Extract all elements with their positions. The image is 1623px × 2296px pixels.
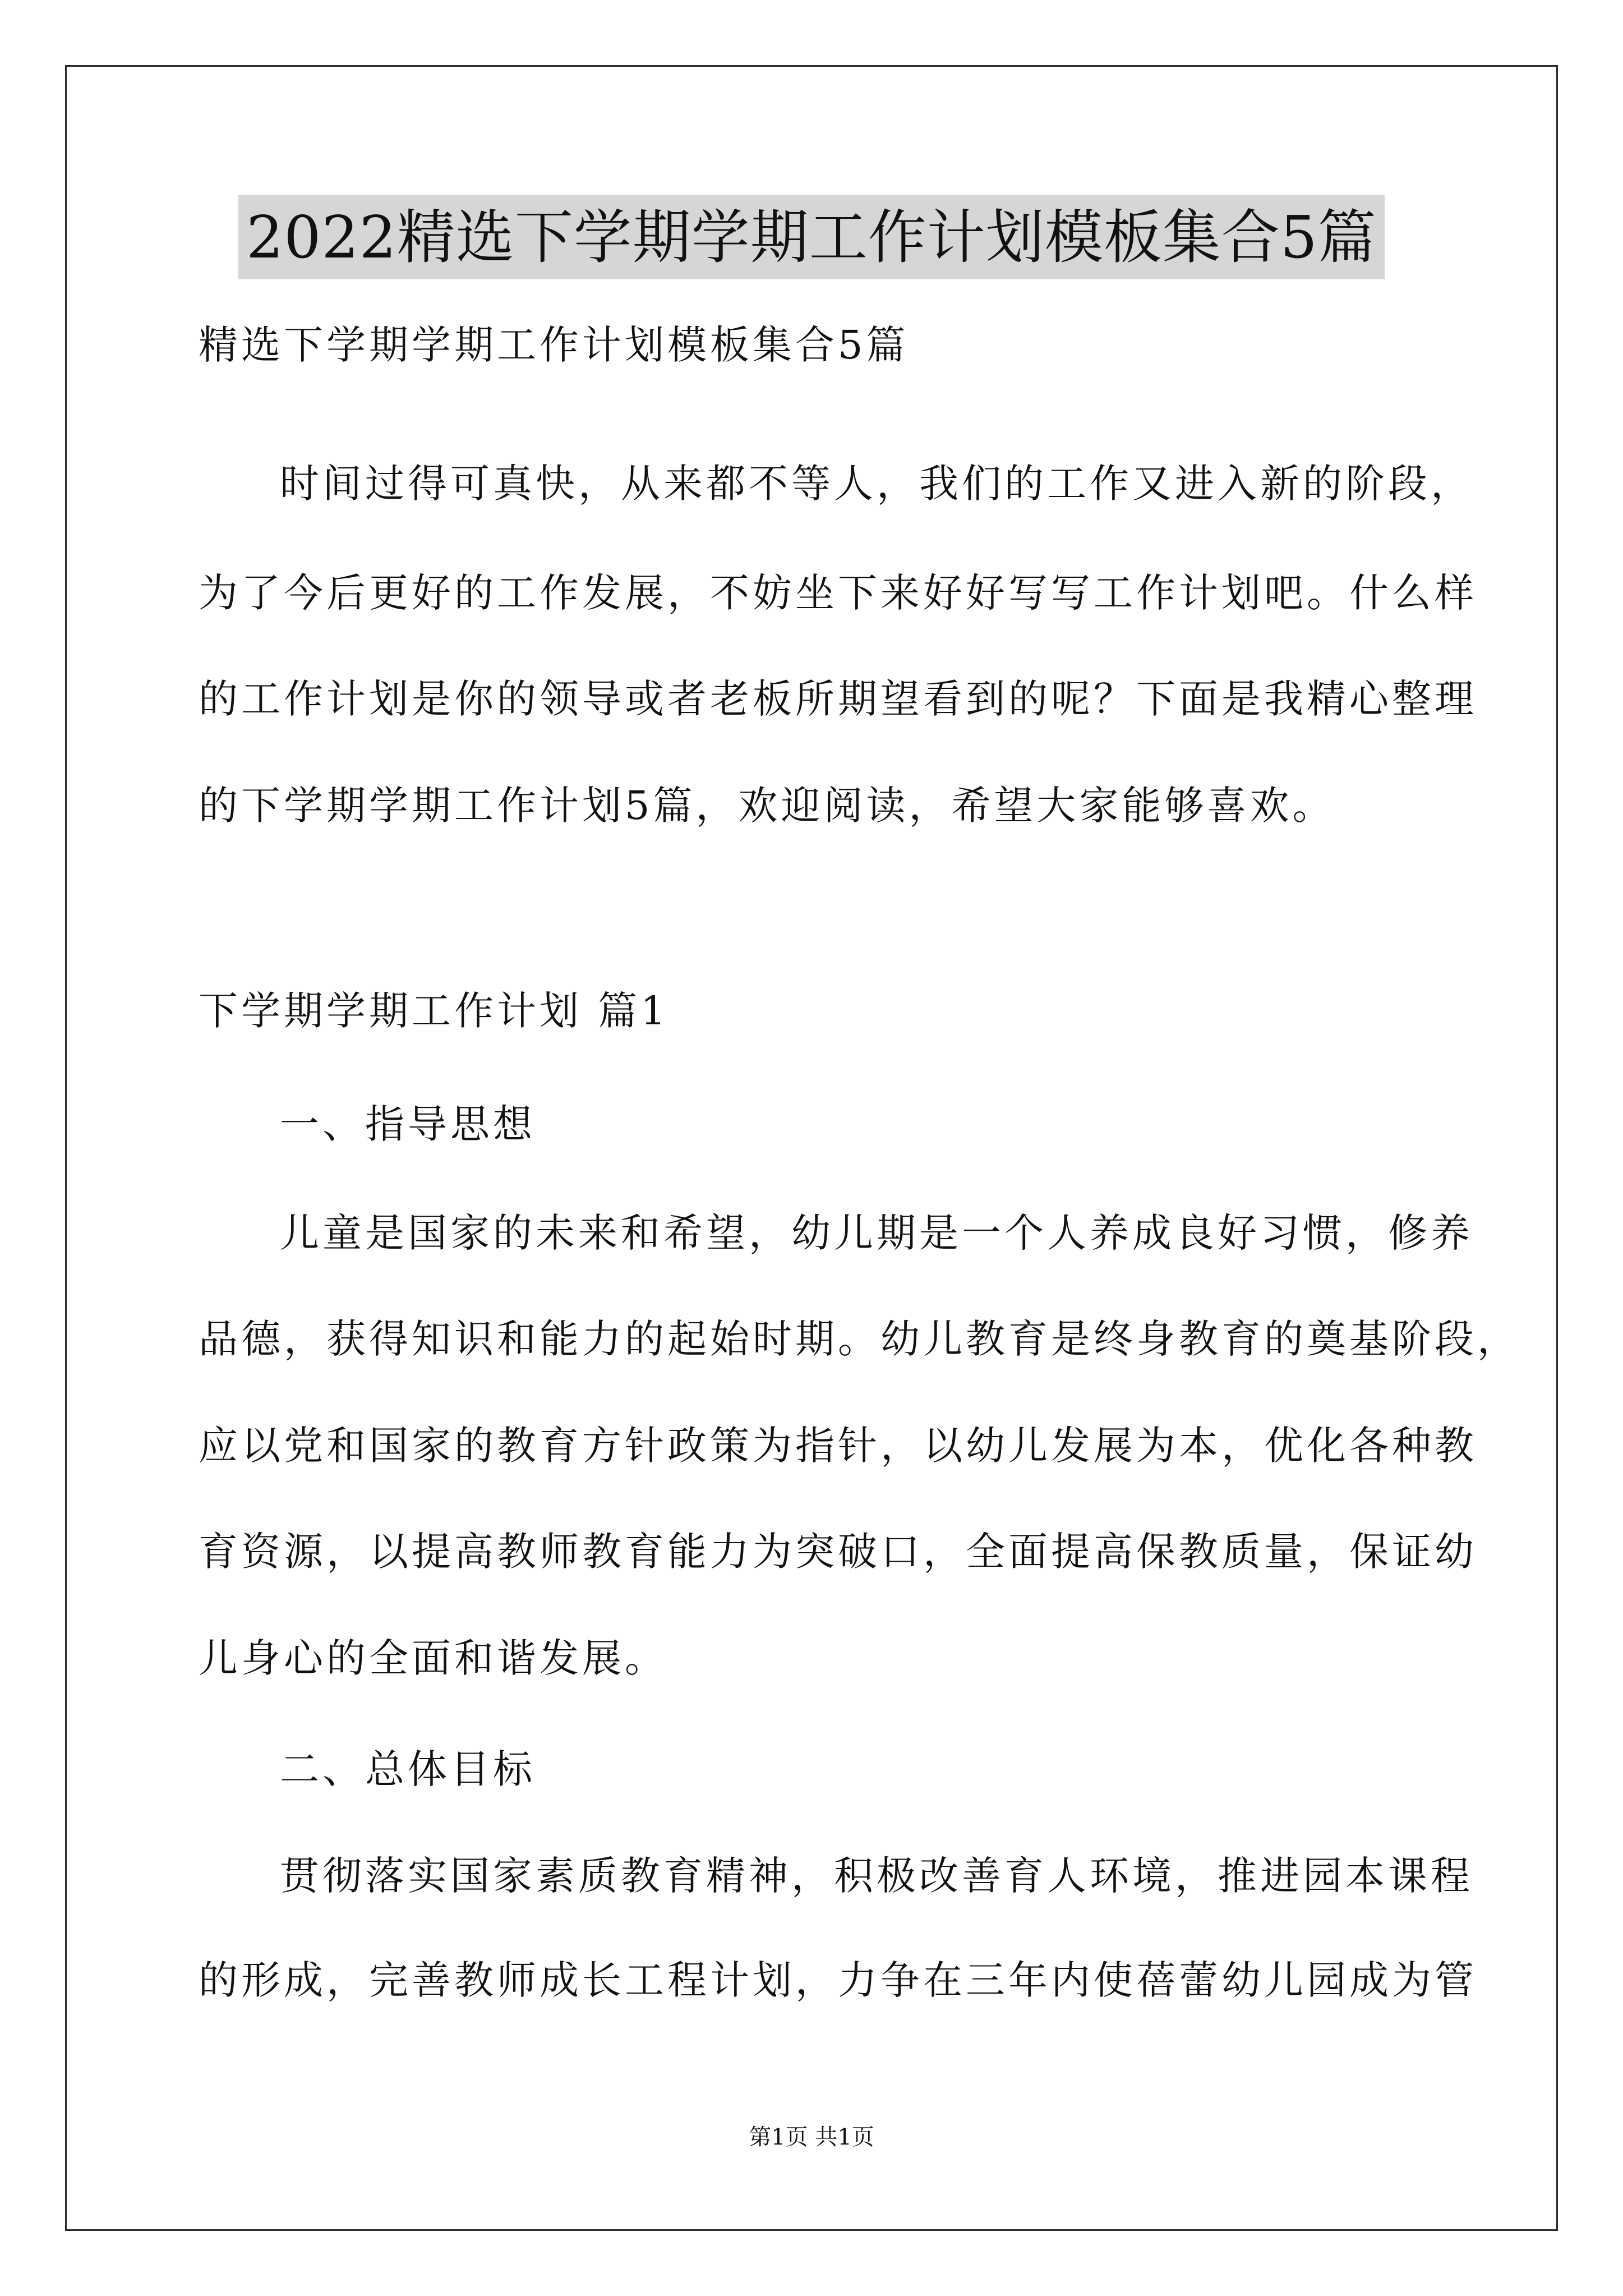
paragraph-line: 的工作计划是你的领导或者老板所期望看到的呢？下面是我精心整理 bbox=[199, 676, 1477, 722]
section-heading: 下学期学期工作计划 篇1 bbox=[199, 988, 669, 1034]
page-footer: 第1页 共1页 bbox=[749, 2124, 874, 2150]
paragraph-line: 时间过得可真快，从来都不等人，我们的工作又进入新的阶段， bbox=[280, 461, 1473, 507]
paragraph-line: 儿童是国家的未来和希望，幼儿期是一个人养成良好习惯，修养 bbox=[280, 1210, 1473, 1256]
paragraph-line: 儿身心的全面和谐发展。 bbox=[199, 1635, 667, 1681]
paragraph-line: 育资源，以提高教师教育能力为突破口，全面提高保教质量，保证幼 bbox=[199, 1529, 1477, 1575]
subtitle-line: 精选下学期学期工作计划模板集合5篇 bbox=[199, 322, 909, 368]
document-title: 2022精选下学期学期工作计划模板集合5篇 bbox=[238, 195, 1385, 279]
paragraph-line: 为了今后更好的工作发展，不妨坐下来好好写写工作计划吧。什么样 bbox=[199, 570, 1477, 616]
subheading: 二、总体目标 bbox=[280, 1746, 536, 1792]
paragraph-line: 品德，获得知识和能力的起始时期。幼儿教育是终身教育的奠基阶段， bbox=[199, 1316, 1520, 1362]
paragraph-line: 贯彻落实国家素质教育精神，积极改善育人环境，推进园本课程 bbox=[280, 1853, 1473, 1899]
subheading: 一、指导思想 bbox=[280, 1101, 536, 1147]
paragraph-line: 应以党和国家的教育方针政策为指针，以幼儿发展为本，优化各种教 bbox=[199, 1423, 1477, 1469]
paragraph-line: 的下学期学期工作计划5篇，欢迎阅读，希望大家能够喜欢。 bbox=[199, 783, 1335, 829]
title-container bbox=[0, 195, 1623, 279]
paragraph-line: 的形成，完善教师成长工程计划，力争在三年内使蓓蕾幼儿园成为管 bbox=[199, 1957, 1477, 2003]
